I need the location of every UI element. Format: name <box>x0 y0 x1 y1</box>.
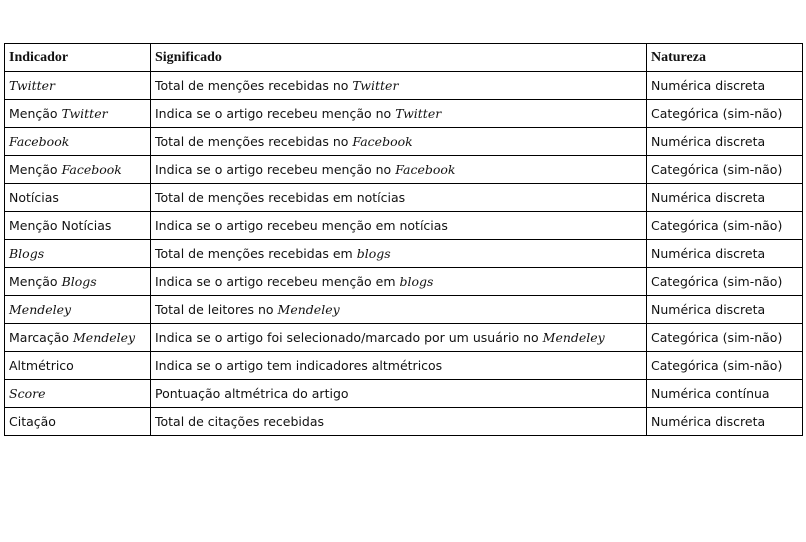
cell-natureza-text: Categórica (sim-não) <box>651 105 783 121</box>
cell-indicador-text: Mendeley <box>73 329 136 345</box>
cell-significado-text: Facebook <box>395 161 456 177</box>
cell-natureza <box>647 268 803 296</box>
cell-significado <box>151 324 647 352</box>
cell-significado-text: Indica se o artigo recebeu menção no <box>155 105 396 121</box>
cell-significado <box>151 380 647 408</box>
cell-significado-text: Total de leitores no <box>155 301 278 317</box>
cell-significado-text: Facebook <box>352 133 413 149</box>
cell-significado-text: Indica se o artigo recebeu menção no <box>155 161 396 177</box>
cell-indicador-text: Twitter <box>61 105 108 121</box>
table-row <box>5 72 803 100</box>
cell-significado <box>151 240 647 268</box>
cell-indicador <box>5 212 151 240</box>
table-row <box>5 128 803 156</box>
cell-indicador <box>5 128 151 156</box>
cell-indicador <box>5 380 151 408</box>
cell-significado-text: Indica se o artigo recebeu menção em <box>155 273 400 289</box>
table-row <box>5 408 803 436</box>
cell-natureza-text: Categórica (sim-não) <box>651 329 783 345</box>
cell-natureza <box>647 128 803 156</box>
cell-indicador-text: Facebook <box>9 133 70 149</box>
table-row <box>5 156 803 184</box>
cell-natureza-text: Numérica discreta <box>651 413 766 429</box>
table-row <box>5 352 803 380</box>
cell-significado-text: Twitter <box>352 77 399 93</box>
header-significado: Significado <box>151 44 647 72</box>
cell-significado-text: Pontuação altmétrica do artigo <box>155 385 349 401</box>
cell-natureza-text: Categórica (sim-não) <box>651 217 783 233</box>
cell-indicador <box>5 408 151 436</box>
cell-significado <box>151 296 647 324</box>
table-row <box>5 184 803 212</box>
table-row <box>5 212 803 240</box>
cell-indicador-text: Menção <box>9 161 62 177</box>
cell-significado-text: Indica se o artigo recebeu menção em notícias <box>155 217 448 233</box>
cell-natureza <box>647 156 803 184</box>
cell-significado-text: Mendeley <box>542 329 605 345</box>
cell-significado-text: Total de menções recebidas no <box>155 77 353 93</box>
cell-significado <box>151 352 647 380</box>
cell-significado-text: blogs <box>356 245 391 261</box>
cell-natureza-text: Numérica contínua <box>651 385 770 401</box>
cell-natureza-text: Categórica (sim-não) <box>651 161 783 177</box>
cell-significado-text: Indica se o artigo tem indicadores altmétricos <box>155 357 443 373</box>
cell-natureza <box>647 240 803 268</box>
cell-significado-text: Mendeley <box>277 301 340 317</box>
cell-natureza <box>647 100 803 128</box>
cell-indicador-text: Menção Notícias <box>9 217 112 233</box>
table-row <box>5 380 803 408</box>
cell-natureza <box>647 212 803 240</box>
cell-significado <box>151 156 647 184</box>
cell-natureza <box>647 352 803 380</box>
cell-significado <box>151 100 647 128</box>
cell-significado-text: blogs <box>399 273 434 289</box>
cell-natureza <box>647 72 803 100</box>
table-row <box>5 296 803 324</box>
cell-significado-text: Total de menções recebidas em <box>155 245 357 261</box>
cell-indicador <box>5 324 151 352</box>
cell-natureza-text: Numérica discreta <box>651 245 766 261</box>
cell-natureza <box>647 184 803 212</box>
cell-indicador-text: Menção <box>9 273 62 289</box>
cell-significado-text: Total de citações recebidas <box>155 413 325 429</box>
cell-significado <box>151 72 647 100</box>
cell-natureza-text: Numérica discreta <box>651 189 766 205</box>
cell-significado-text: Total de menções recebidas no <box>155 133 353 149</box>
cell-indicador <box>5 100 151 128</box>
cell-indicador <box>5 296 151 324</box>
header-natureza: Natureza <box>647 44 803 72</box>
cell-significado-text: Total de menções recebidas em notícias <box>155 189 406 205</box>
indicator-table-container <box>4 43 802 436</box>
cell-significado <box>151 268 647 296</box>
cell-indicador-text: Blogs <box>61 273 97 289</box>
cell-indicador <box>5 72 151 100</box>
indicator-table <box>4 43 803 436</box>
cell-natureza-text: Numérica discreta <box>651 301 766 317</box>
cell-natureza-text: Numérica discreta <box>651 77 766 93</box>
table-row <box>5 100 803 128</box>
cell-indicador-text: Twitter <box>9 77 56 93</box>
cell-significado <box>151 128 647 156</box>
cell-indicador <box>5 184 151 212</box>
cell-indicador-text: Altmétrico <box>9 357 74 373</box>
cell-significado-text: Indica se o artigo foi selecionado/marcado por um usuário no <box>155 329 543 345</box>
header-indicador: Indicador <box>5 44 151 72</box>
table-row <box>5 324 803 352</box>
cell-indicador-text: Score <box>9 385 46 401</box>
cell-significado <box>151 212 647 240</box>
table-body <box>5 72 803 436</box>
cell-indicador-text: Facebook <box>61 161 122 177</box>
cell-natureza <box>647 324 803 352</box>
cell-natureza <box>647 408 803 436</box>
cell-natureza <box>647 380 803 408</box>
cell-significado <box>151 408 647 436</box>
cell-significado-text: Twitter <box>395 105 442 121</box>
cell-indicador-text: Notícias <box>9 189 59 205</box>
cell-natureza-text: Categórica (sim-não) <box>651 273 783 289</box>
cell-indicador <box>5 352 151 380</box>
table-header-row <box>5 44 803 72</box>
cell-indicador-text: Blogs <box>9 245 45 261</box>
cell-indicador-text: Mendeley <box>9 301 72 317</box>
cell-natureza-text: Categórica (sim-não) <box>651 357 783 373</box>
cell-indicador-text: Citação <box>9 413 56 429</box>
cell-indicador <box>5 240 151 268</box>
cell-indicador <box>5 156 151 184</box>
cell-indicador-text: Marcação <box>9 329 73 345</box>
cell-natureza <box>647 296 803 324</box>
table-row <box>5 268 803 296</box>
cell-indicador <box>5 268 151 296</box>
cell-natureza-text: Numérica discreta <box>651 133 766 149</box>
cell-indicador-text: Menção <box>9 105 62 121</box>
table-row <box>5 240 803 268</box>
cell-significado <box>151 184 647 212</box>
